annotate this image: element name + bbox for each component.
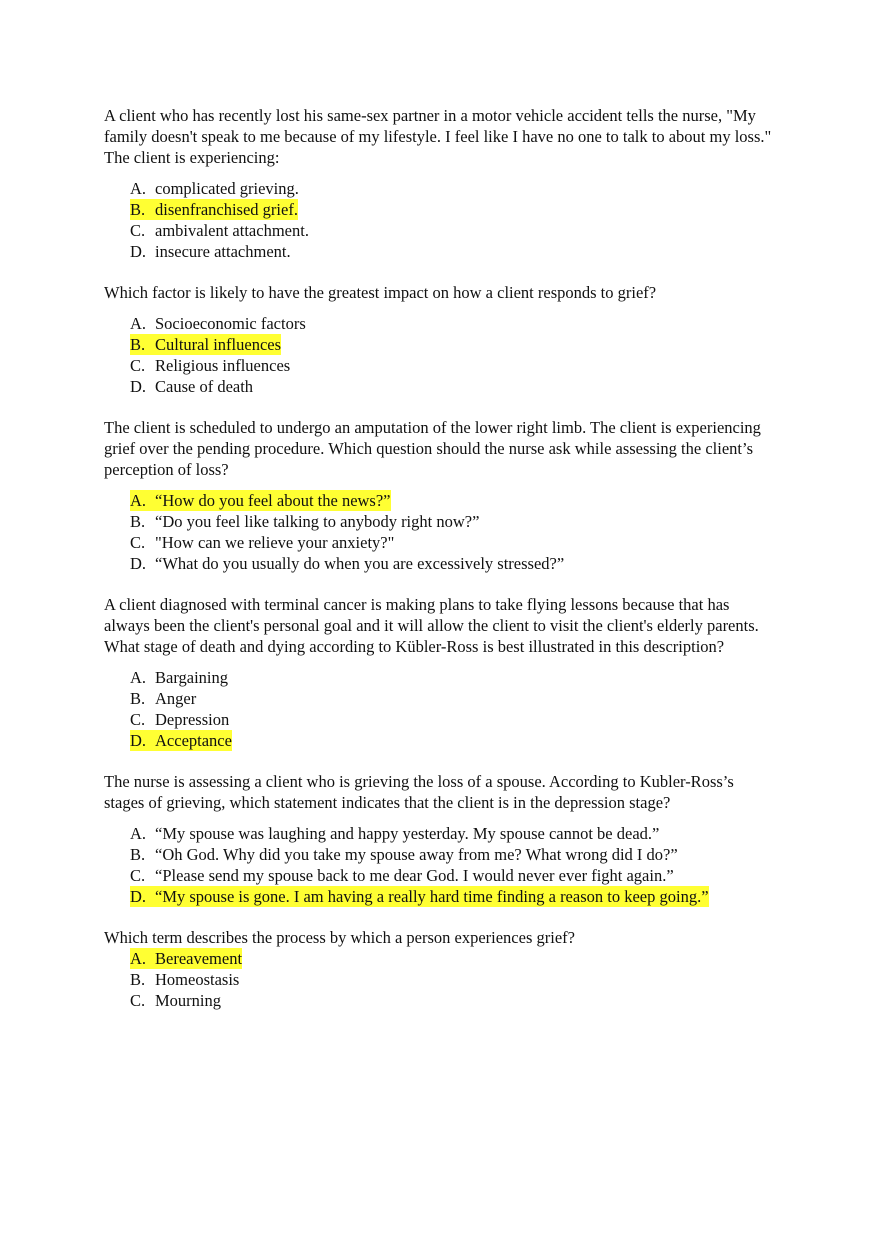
options-list — [104, 490, 774, 574]
question-6 — [104, 927, 774, 1011]
option-content — [130, 334, 281, 355]
option-letter: C. — [130, 356, 146, 375]
option-text: Anger — [155, 689, 197, 708]
option-content — [130, 823, 659, 844]
option-letter: A. — [130, 949, 147, 968]
option-a — [104, 823, 774, 844]
option-c — [104, 990, 774, 1011]
options-list — [104, 178, 774, 262]
option-letter: C. — [130, 866, 146, 885]
option-content — [130, 241, 291, 262]
option-content — [130, 886, 709, 907]
option-text: “What do you usually do when you are excessively stressed?” — [155, 554, 565, 573]
option-b — [104, 688, 774, 709]
question-4 — [104, 594, 774, 751]
option-letter: A. — [130, 179, 147, 198]
option-text: disenfranchised grief. — [155, 200, 298, 219]
option-letter: D. — [130, 377, 147, 396]
option-letter: B. — [130, 335, 146, 354]
options-list — [104, 823, 774, 907]
option-d — [104, 730, 774, 751]
option-d — [104, 241, 774, 262]
option-content — [130, 313, 306, 334]
option-content — [130, 376, 253, 397]
option-b — [104, 199, 774, 220]
option-content — [130, 667, 228, 688]
option-c — [104, 532, 774, 553]
option-content — [130, 709, 229, 730]
option-c — [104, 865, 774, 886]
options-list — [104, 667, 774, 751]
option-content — [130, 990, 221, 1011]
option-text: “Do you feel like talking to anybody right now?” — [155, 512, 480, 531]
option-content — [130, 865, 674, 886]
option-a — [104, 313, 774, 334]
option-text: Socioeconomic factors — [155, 314, 306, 333]
option-letter: C. — [130, 991, 146, 1010]
option-a — [104, 948, 774, 969]
option-letter: A. — [130, 491, 147, 510]
option-text: Bereavement — [155, 949, 243, 968]
question-text: The nurse is assessing a client who is grieving the loss of a spouse. According to Kubler-Ross’s stages of grieving, which statement indicates that the client is in the depression stage? — [104, 772, 734, 812]
option-b — [104, 844, 774, 865]
question-text: Which factor is likely to have the greatest impact on how a client responds to grief? — [104, 283, 657, 302]
option-letter: B. — [130, 200, 146, 219]
option-text: insecure attachment. — [155, 242, 291, 261]
option-d — [104, 553, 774, 574]
question-2 — [104, 282, 774, 397]
option-letter: A. — [130, 314, 147, 333]
option-letter: C. — [130, 221, 146, 240]
option-letter: C. — [130, 710, 146, 729]
question-1 — [104, 105, 774, 262]
question-text: A client who has recently lost his same-sex partner in a motor vehicle accident tells the nurse, "My family doesn't speak to me because of my lifestyle. I feel like I have no one to talk to about my loss." The client is experiencing: — [104, 106, 772, 167]
option-c — [104, 220, 774, 241]
option-content — [130, 511, 479, 532]
option-content — [130, 969, 239, 990]
option-text: “Please send my spouse back to me dear God. I would never ever fight again.” — [155, 866, 674, 885]
option-text: “Oh God. Why did you take my spouse away from me? What wrong did I do?” — [155, 845, 678, 864]
option-letter: B. — [130, 689, 146, 708]
option-text: Acceptance — [155, 731, 232, 750]
option-text: "How can we relieve your anxiety?" — [155, 533, 395, 552]
option-a — [104, 667, 774, 688]
option-content — [130, 688, 196, 709]
options-list — [104, 313, 774, 397]
option-text: Homeostasis — [155, 970, 240, 989]
option-letter: D. — [130, 554, 147, 573]
question-3 — [104, 417, 774, 574]
option-text: complicated grieving. — [155, 179, 299, 198]
question-list — [104, 105, 774, 1011]
option-text: Bargaining — [155, 668, 229, 687]
option-content — [130, 178, 299, 199]
option-letter: C. — [130, 533, 146, 552]
option-letter: A. — [130, 824, 147, 843]
option-text: Religious influences — [155, 356, 291, 375]
option-d — [104, 376, 774, 397]
option-content — [130, 844, 678, 865]
option-content — [130, 948, 242, 969]
option-text: “My spouse is gone. I am having a really hard time finding a reason to keep going.” — [155, 887, 709, 906]
option-c — [104, 355, 774, 376]
option-b — [104, 334, 774, 355]
option-content — [130, 355, 290, 376]
option-letter: D. — [130, 887, 147, 906]
options-list — [104, 948, 774, 1011]
question-text: A client diagnosed with terminal cancer is making plans to take flying lessons because that has always been the client's personal goal and it will allow the client to visit the client's elderly parents. What stage of death and dying according to Kübler-Ross is best illustrated in this description? — [104, 595, 759, 656]
option-letter: B. — [130, 512, 146, 531]
option-b — [104, 511, 774, 532]
option-d — [104, 886, 774, 907]
question-text: Which term describes the process by which a person experiences grief? — [104, 928, 575, 947]
option-content — [130, 199, 298, 220]
question-text: The client is scheduled to undergo an amputation of the lower right limb. The client is experiencing grief over the pending procedure. Which question should the nurse ask while assessing the client’s perception of loss? — [104, 418, 761, 479]
option-text: Mourning — [155, 991, 221, 1010]
option-text: Cause of death — [155, 377, 254, 396]
option-letter: A. — [130, 668, 147, 687]
option-text: “How do you feel about the news?” — [155, 491, 391, 510]
option-letter: D. — [130, 242, 147, 261]
option-text: Cultural influences — [155, 335, 282, 354]
option-letter: B. — [130, 970, 146, 989]
option-letter: D. — [130, 731, 147, 750]
option-a — [104, 178, 774, 199]
option-content — [130, 553, 564, 574]
option-text: “My spouse was laughing and happy yesterday. My spouse cannot be dead.” — [155, 824, 660, 843]
option-a — [104, 490, 774, 511]
option-content — [130, 490, 391, 511]
option-content — [130, 220, 309, 241]
option-b — [104, 969, 774, 990]
question-5 — [104, 771, 774, 907]
option-content — [130, 532, 394, 553]
option-c — [104, 709, 774, 730]
option-text: ambivalent attachment. — [155, 221, 309, 240]
option-content — [130, 730, 232, 751]
option-letter: B. — [130, 845, 146, 864]
option-text: Depression — [155, 710, 230, 729]
